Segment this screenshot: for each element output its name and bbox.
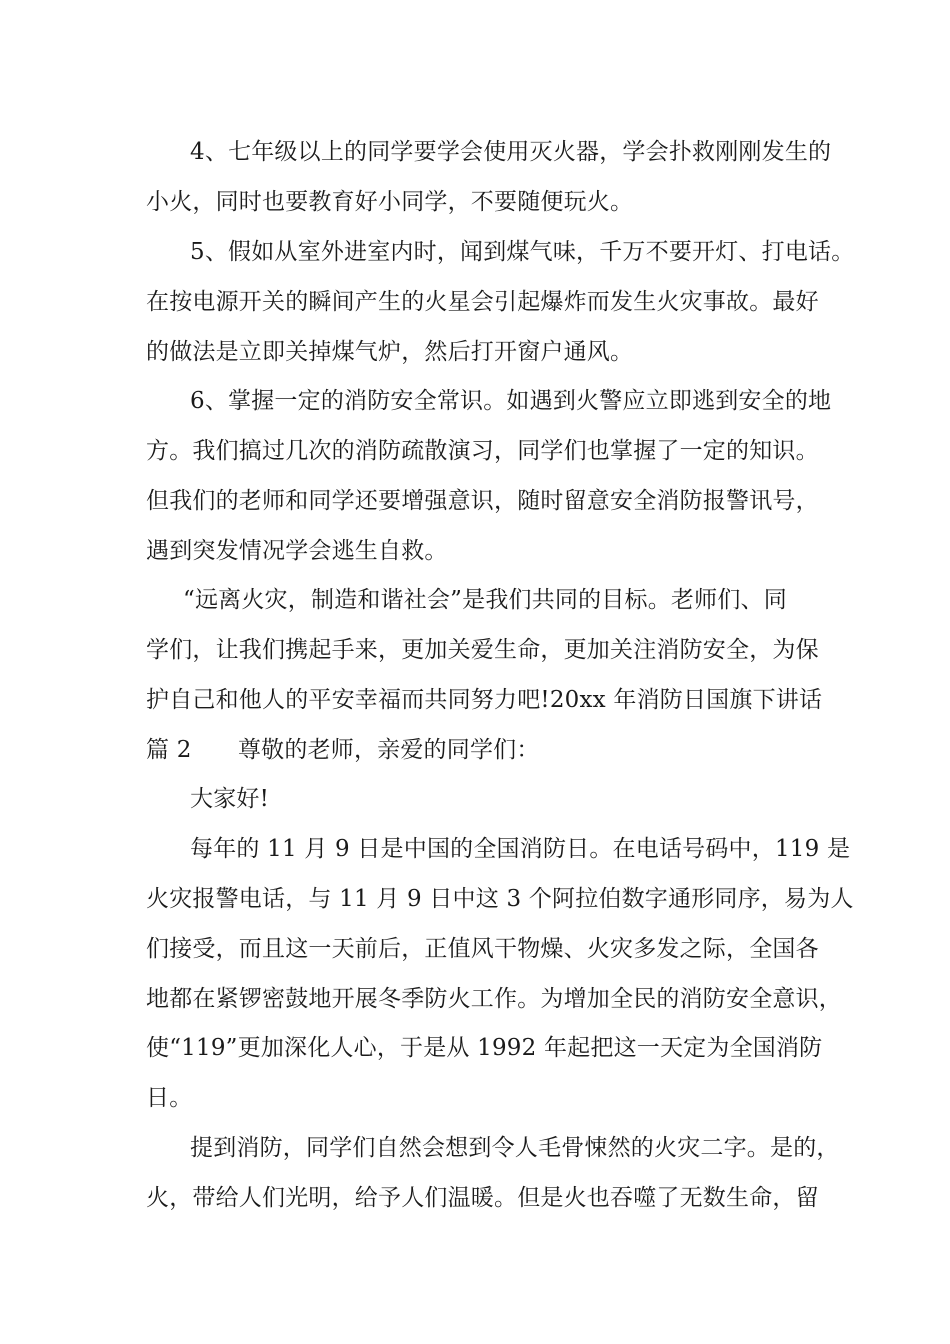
paragraph-line: 5、假如从室外进室内时，闻到煤气味，千万不要开灯、打电话。 — [190, 239, 855, 265]
paragraph-line: 6、掌握一定的消防安全常识。如遇到火警应立即逃到安全的地 — [190, 388, 832, 414]
paragraph-line: 学们，让我们携起手来，更加关爱生命，更加关注消防安全，为保 — [146, 637, 819, 663]
paragraph-line: 们接受，而且这一天前后，正值风干物燥、火灾多发之际，全国各 — [146, 936, 819, 962]
paragraph-line: 使“119”更加深化人心，于是从 1992 年起把这一天定为全国消防 — [146, 1035, 823, 1061]
paragraph-line: 提到消防，同学们自然会想到令人毛骨悚然的火灾二字。是的， — [190, 1135, 840, 1161]
paragraph-line: 方。我们搞过几次的消防疏散演习，同学们也掌握了一定的知识。 — [146, 438, 819, 464]
paragraph-line: 护自己和他人的平安幸福而共同努力吧!20xx 年消防日国旗下讲话 — [146, 687, 823, 713]
paragraph-line: 日。 — [146, 1085, 193, 1111]
paragraph-line: 火灾报警电话，与 11 月 9 日中这 3 个阿拉伯数字通形同序，易为人 — [146, 886, 854, 912]
paragraph-line: 4、七年级以上的同学要学会使用灭火器，学会扑救刚刚发生的 — [190, 139, 832, 165]
paragraph-line: 火，带给人们光明，给予人们温暖。但是火也吞噬了无数生命，留 — [146, 1185, 819, 1211]
paragraph-line: 的做法是立即关掉煤气炉，然后打开窗户通风。 — [146, 339, 634, 365]
paragraph-line: 遇到突发情况学会逃生自救。 — [146, 538, 448, 564]
paragraph-line: 小火，同时也要教育好小同学，不要随便玩火。 — [146, 189, 634, 215]
paragraph-line: 地都在紧锣密鼓地开展冬季防火工作。为增加全民的消防安全意识， — [146, 986, 842, 1012]
paragraph-line: “远离火灾，制造和谐社会”是我们共同的目标。老师们、同 — [183, 587, 787, 613]
paragraph-line: 在按电源开关的瞬间产生的火星会引起爆炸而发生火灾事故。最好 — [146, 289, 819, 315]
paragraph-line: 大家好! — [190, 786, 270, 812]
paragraph-line: 但我们的老师和同学还要增强意识，随时留意安全消防报警讯号， — [146, 488, 819, 514]
paragraph-line: 每年的 11 月 9 日是中国的全国消防日。在电话号码中，119 是 — [190, 836, 851, 862]
paragraph-line: 篇 2 尊敬的老师，亲爱的同学们： — [146, 737, 540, 763]
